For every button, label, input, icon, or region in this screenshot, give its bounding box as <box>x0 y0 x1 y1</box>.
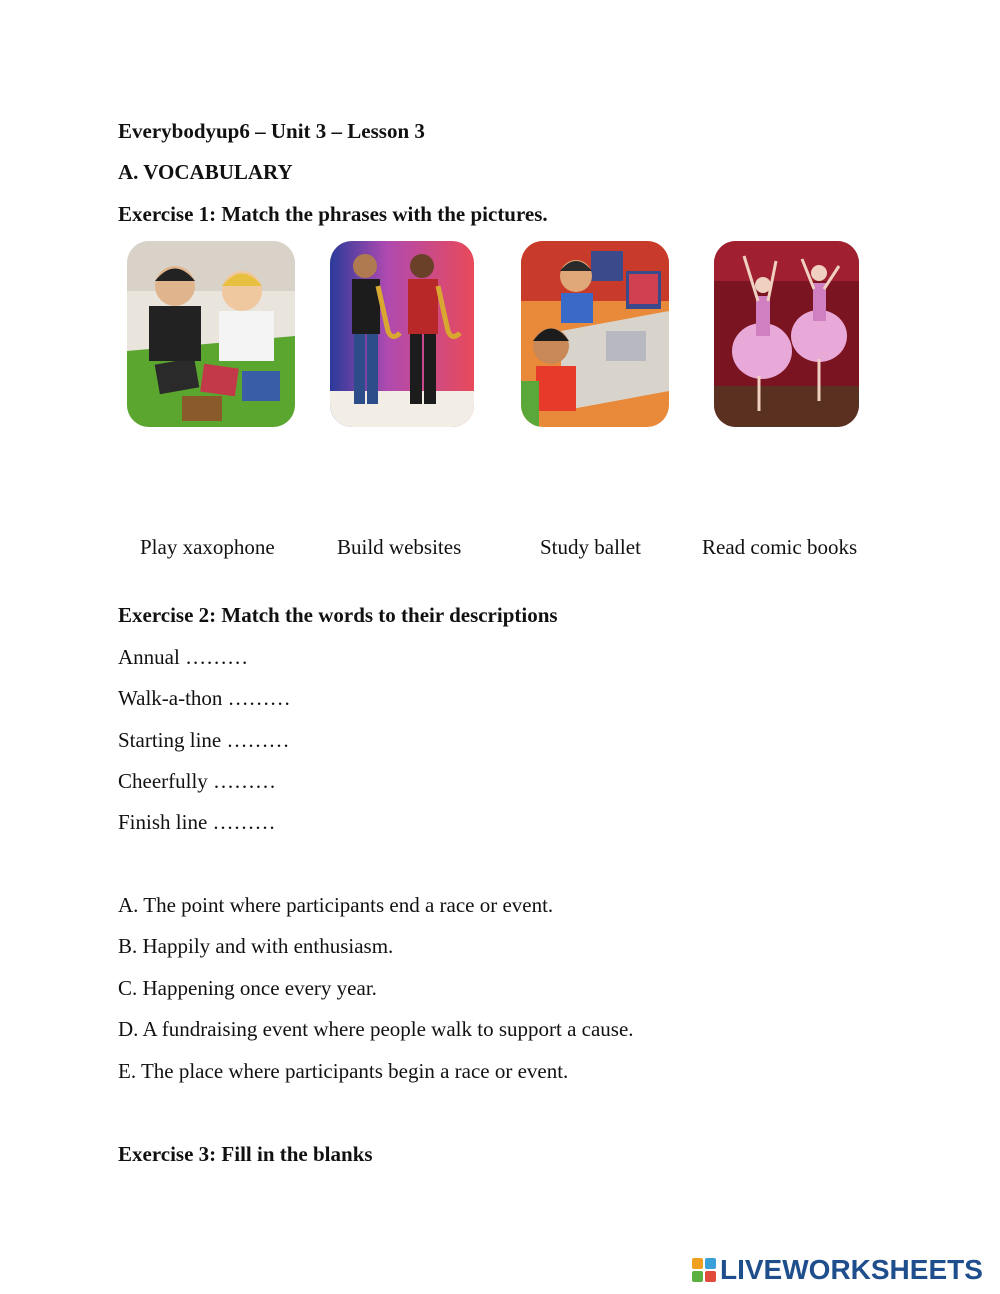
phrase-study-ballet: Study ballet <box>540 535 641 559</box>
word-cheerfully: Cheerfully ……… <box>118 769 277 793</box>
description-e: E. The place where participants begin a race or event. <box>118 1059 569 1083</box>
word-walk-a-thon: Walk-a-thon ……… <box>118 686 291 710</box>
computer-websites-picture <box>521 241 669 427</box>
worksheet-title: Everybodyup6 – Unit 3 – Lesson 3 <box>118 119 425 143</box>
word-finish-line: Finish line ……… <box>118 810 276 834</box>
description-a: A. The point where participants end a race or event. <box>118 893 554 917</box>
saxophone-players-picture <box>330 241 474 427</box>
exercise-1-heading: Exercise 1: Match the phrases with the pictures. <box>118 202 548 226</box>
ballet-illustration <box>714 241 859 427</box>
description-c: C. Happening once every year. <box>118 976 377 1000</box>
description-b: B. Happily and with enthusiasm. <box>118 934 394 958</box>
liveworksheets-logo-icon <box>692 1258 716 1282</box>
word-starting-line: Starting line ……… <box>118 728 290 752</box>
saxophone-illustration <box>330 241 474 427</box>
word-annual: Annual ……… <box>118 645 249 669</box>
computer-illustration <box>521 241 669 427</box>
phrase-read-comic-books: Read comic books <box>702 535 858 559</box>
comic-books-illustration <box>127 241 295 427</box>
section-heading: A. VOCABULARY <box>118 160 293 184</box>
phrase-play-saxophone: Play xaxophone <box>140 535 275 559</box>
description-d: D. A fundraising event where people walk to support a cause. <box>118 1017 634 1041</box>
exercise-2-heading: Exercise 2: Match the words to their descriptions <box>118 603 558 627</box>
liveworksheets-logo <box>692 1253 992 1287</box>
phrase-build-websites: Build websites <box>337 535 462 559</box>
exercise-3-heading: Exercise 3: Fill in the blanks <box>118 1142 373 1166</box>
comic-books-picture <box>127 241 295 427</box>
ballet-dancers-picture <box>714 241 859 427</box>
liveworksheets-brand-text: LIVEWORKSHEETS <box>720 1254 983 1285</box>
